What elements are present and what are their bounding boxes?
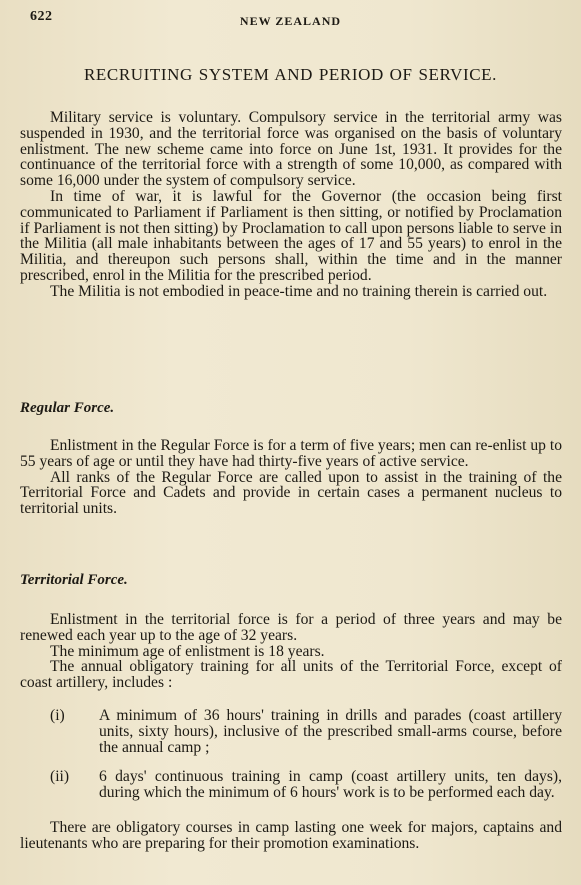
list-item-number: (ii) [50, 768, 70, 786]
regular-force-paragraph-2: All ranks of the Regular Force are called upon to assist in the training of the Territorial Force and Cadets and provide in certain cases a permanent nucleus to territorial units. [20, 468, 562, 518]
running-head: NEW ZEALAND [239, 14, 342, 28]
territorial-force-section [20, 612, 562, 691]
territorial-force-paragraph-3: The annual obligatory training for all units of the Territorial Force, except of coast artillery, includes : [20, 658, 562, 692]
territorial-force-paragraph-2: The minimum age of enlistment is 18 years. [50, 642, 325, 660]
section-title: RECRUITING SYSTEM AND PERIOD OF SERVICE. [83, 65, 497, 84]
list-item [20, 769, 562, 801]
territorial-force-paragraph-4: There are obligatory courses in camp lasting one week for majors, captains and lieutenants who are preparing for their promotion examinations. [20, 819, 562, 852]
intro-paragraph-2: In time of war, it is lawful for the Governor (the occasion being first communicated to Parliament if Parliament is then sitting, or notified by Proclamation if Parliament is not then sitting) by Proclamation to call upon persons liable to serve in the Militia (all male inhabitants between the ages of 17 and 55 years) to enrol in the Militia, and thereupon such persons shall, within the time and in the manner prescribed, enrol in the Militia for the prescribed period. [20, 187, 562, 284]
page-number: 622 [30, 9, 53, 24]
territorial-force-heading: Territorial Force. [20, 572, 128, 588]
regular-force-section [20, 438, 562, 517]
list-item-number: (i) [50, 707, 65, 724]
list-item [20, 708, 562, 755]
intro-paragraph-1: Military service is voluntary. Compulsory service in the territorial army was suspended in 1930, and the territorial force was organised on the basis of voluntary enlistment. The new scheme came into force on June 1st, 1931. It provides for the continuance of the territorial force with a strength of some 10,000, as compared with some 16,000 under the system of compulsory service. [20, 109, 562, 190]
territorial-force-closing [20, 820, 562, 852]
regular-force-paragraph-1: Enlistment in the Regular Force is for a term of five years; men can re-enlist up to 55 years of age or until they have had thirty-five years of active service. [20, 437, 562, 470]
regular-force-heading: Regular Force. [20, 400, 115, 416]
list-item-text: 6 days' continuous training in camp (coast artillery units, ten days), during which the minimum of 6 hours' work is to be performed each day. [99, 768, 562, 802]
intro-section [20, 110, 562, 300]
training-requirements-list [20, 708, 562, 801]
list-item-text: A minimum of 36 hours' training in drills and parades (coast artillery units, sixty hours), inclusive of the prescribed small-arms course, before the annual camp ; [99, 707, 562, 756]
territorial-force-paragraph-1: Enlistment in the territorial force is for a period of three years and may be renewed each year up to the age of 32 years. [20, 611, 562, 644]
intro-paragraph-3: The Militia is not embodied in peace-time and no training therein is carried out. [50, 282, 548, 300]
